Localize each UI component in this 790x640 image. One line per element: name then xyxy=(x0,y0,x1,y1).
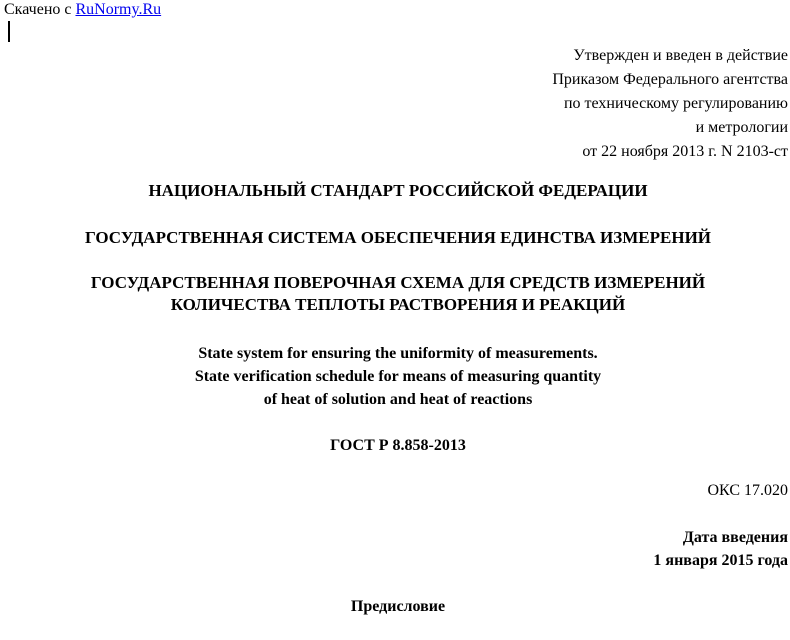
schema-heading-line: ГОСУДАРСТВЕННАЯ ПОВЕРОЧНАЯ СХЕМА ДЛЯ СРЕДСТВ ИЗМЕРЕНИЙ xyxy=(90,273,706,292)
english-title-line: State system for ensuring the uniformity of measurements. xyxy=(198,345,598,362)
approval-line: по техническому регулированию xyxy=(563,95,788,112)
foreword-title: Предисловие xyxy=(350,598,446,615)
text-cursor xyxy=(8,21,10,42)
english-title-line: State verification schedule for means of measuring quantity xyxy=(194,368,602,385)
approval-line: и метрологии xyxy=(695,119,788,136)
introduction-label: Дата введения xyxy=(682,529,788,546)
oks-code: ОКС 17.020 xyxy=(707,482,788,499)
schema-heading xyxy=(0,272,790,316)
schema-heading-line: КОЛИЧЕСТВА ТЕПЛОТЫ РАСТВОРЕНИЯ И РЕАКЦИЙ xyxy=(170,295,626,314)
approval-line: Приказом Федерального агентства xyxy=(552,71,788,88)
introduction-date-block xyxy=(653,526,788,572)
source-prefix: Скачено с xyxy=(4,1,76,18)
introduction-date: 1 января 2015 года xyxy=(653,552,788,569)
national-standard-heading: НАЦИОНАЛЬНЫЙ СТАНДАРТ РОССИЙСКОЙ ФЕДЕРАЦИИ xyxy=(148,181,648,200)
system-heading: ГОСУДАРСТВЕННАЯ СИСТЕМА ОБЕСПЕЧЕНИЯ ЕДИНСТВА ИЗМЕРЕНИЙ xyxy=(84,228,712,247)
source-line xyxy=(4,0,161,20)
english-title xyxy=(0,342,790,411)
english-title-line: of heat of solution and heat of reactions xyxy=(263,391,533,408)
source-link[interactable]: RuNormy.Ru xyxy=(75,1,162,18)
approval-line: от 22 ноября 2013 г. N 2103-ст xyxy=(582,143,788,160)
gost-code: ГОСТ Р 8.858-2013 xyxy=(330,437,466,454)
approval-line: Утвержден и введен в действие xyxy=(573,47,788,64)
approval-block xyxy=(552,44,788,164)
